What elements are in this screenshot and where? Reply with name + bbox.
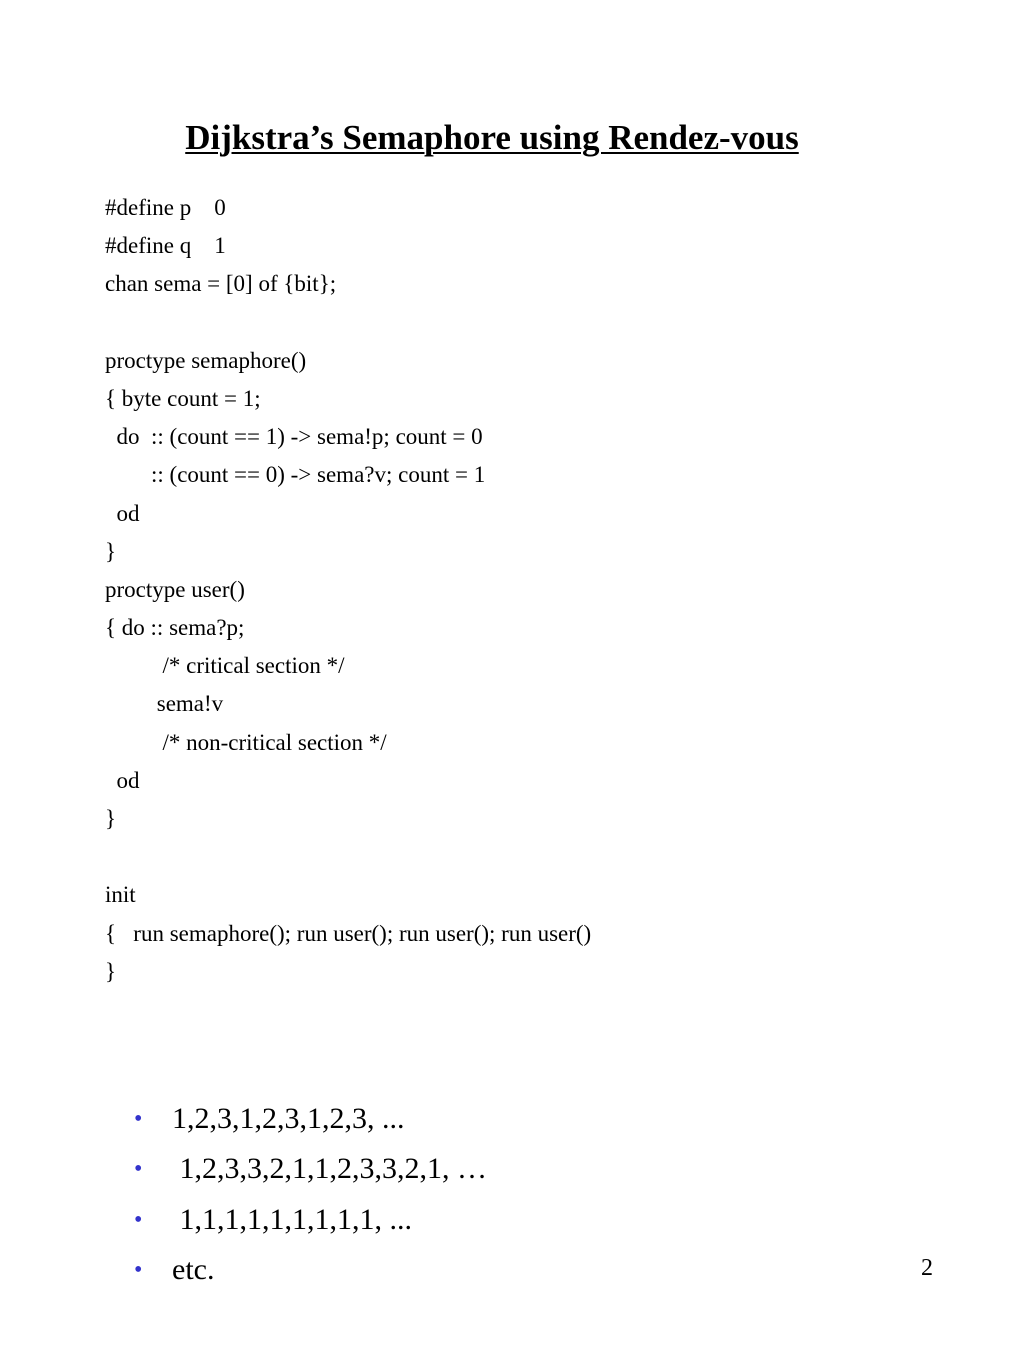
code-line: } (105, 806, 117, 831)
bullet-item (104, 1144, 964, 1236)
code-line: od (105, 767, 140, 793)
bullet-text: etc. (172, 1253, 215, 1286)
code-line: /* non-critical section */ (105, 729, 387, 755)
code-line: #define p 0 (105, 195, 226, 220)
code-line: { byte count = 1; (105, 385, 261, 411)
code-line: } (105, 538, 117, 564)
code-line: init (105, 882, 136, 908)
bullet-list (104, 1043, 964, 1286)
code-line: :: (count == 0) -> sema?v; count = 1 (105, 462, 486, 488)
bullet-text: 1,2,3,1,2,3,1,2,3, ... (172, 1101, 405, 1135)
bullet-dot-icon: • (134, 1206, 143, 1233)
code-line: { run semaphore(); run user(); run user(); run user() (105, 920, 592, 946)
bullet-item (104, 1094, 964, 1185)
code-line: } (105, 958, 117, 984)
code-line: chan sema = [0] of {bit}; (105, 271, 337, 297)
code-line (105, 838, 985, 876)
bullet-text: 1,1,1,1,1,1,1,1,1, ... (172, 1202, 412, 1236)
bullet-dot-icon: • (134, 1257, 143, 1283)
code-line: proctype user() (105, 576, 245, 602)
code-line: do :: (count == 1) -> sema!p; count = 0 (105, 424, 483, 450)
code-block (105, 189, 985, 991)
code-line: /* critical section */ (105, 653, 345, 679)
code-line: sema!v (105, 691, 224, 717)
bullet-item (104, 1043, 964, 1135)
slide-title: Dijkstra’s Semaphore using Rendez-vous (185, 118, 799, 157)
code-line: od (105, 500, 140, 526)
code-line: #define q 1 (105, 233, 226, 259)
bullet-item (104, 1195, 964, 1286)
bullet-text: 1,2,3,3,2,1,1,2,3,3,2,1, … (172, 1152, 487, 1185)
bullet-dot-icon: • (134, 1156, 143, 1182)
code-line: { do :: sema?p; (105, 615, 245, 641)
code-line (105, 304, 985, 342)
bullet-dot-icon: • (134, 1105, 143, 1132)
page-number: 2 (921, 1255, 933, 1281)
code-line: proctype semaphore() (105, 347, 307, 373)
